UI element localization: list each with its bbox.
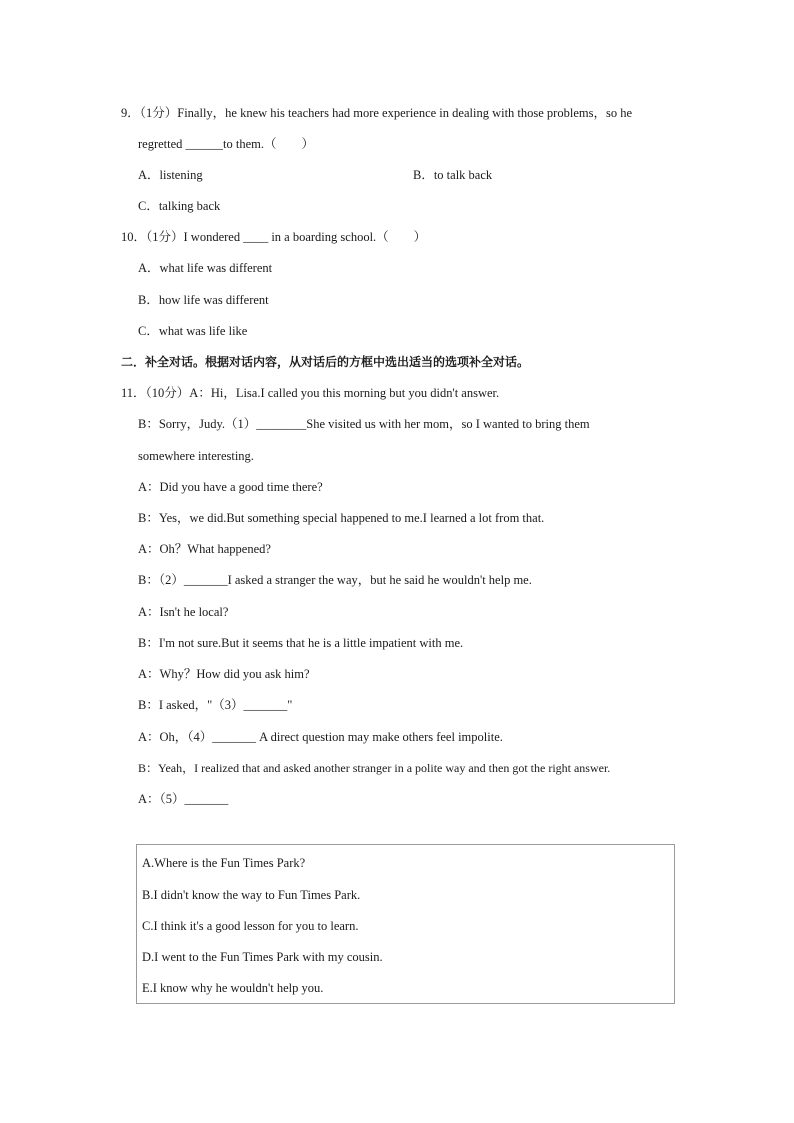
section-heading: 二．补全对话。根据对话内容，从对话后的方框中选出适当的选项补全对话。 xyxy=(121,355,530,369)
dialogue-line: B：Yes，we did.But something special happened to me.I learned a lot from that. xyxy=(138,511,545,525)
q10-option-a: A．what life was different xyxy=(138,261,273,275)
q10-stem: 10．（1分）I wondered ____ in a boarding school.（ ） xyxy=(121,230,427,244)
dialogue-line: B：I'm not sure.But it seems that he is a little impatient with me. xyxy=(138,636,464,650)
q9-stem-line1: 9．（1分）Finally，he knew his teachers had more experience in dealing with those problems，so he xyxy=(121,106,632,120)
q10-option-b: B．how life was different xyxy=(138,293,269,307)
dialogue-line: A：Why？How did you ask him? xyxy=(138,667,310,681)
dialogue-line: B：Sorry，Judy.（1）________She visited us with her mom，so I wanted to bring them xyxy=(138,417,590,431)
dialogue-line: A：Oh，（4）_______ A direct question may make others feel impolite. xyxy=(138,730,503,744)
option-item: A.Where is the Fun Times Park? xyxy=(142,856,306,870)
dialogue-line: A：（5）_______ xyxy=(138,792,229,806)
q9-option-b: B．to talk back xyxy=(413,168,493,182)
dialogue-line: B：I asked，"（3）_______" xyxy=(138,698,293,712)
dialogue-line: A：Did you have a good time there? xyxy=(138,480,323,494)
dialogue-line: B：（2）_______I asked a stranger the way，but he said he wouldn't help me. xyxy=(138,573,532,587)
option-item: D.I went to the Fun Times Park with my cousin. xyxy=(142,950,383,964)
option-item: E.I know why he wouldn't help you. xyxy=(142,981,324,995)
option-item: C.I think it's a good lesson for you to learn. xyxy=(142,919,359,933)
dialogue-line: 11．（10分）A：Hi，Lisa.I called you this morning but you didn't answer. xyxy=(121,386,500,400)
dialogue-line: A：Oh？What happened? xyxy=(138,542,271,556)
q9-stem-line2: regretted ______to them.（ ） xyxy=(138,137,315,151)
q9-option-a: A．listening xyxy=(138,168,203,182)
options-box xyxy=(136,844,675,1004)
dialogue-line: somewhere interesting. xyxy=(138,449,254,463)
dialogue-line: A：Isn't he local? xyxy=(138,605,229,619)
q9-option-c: C．talking back xyxy=(138,199,221,213)
dialogue-line: B：Yeah，I realized that and asked another stranger in a polite way and then got the right answer. xyxy=(138,761,611,775)
option-item: B.I didn't know the way to Fun Times Park. xyxy=(142,888,361,902)
q10-option-c: C．what was life like xyxy=(138,324,248,338)
